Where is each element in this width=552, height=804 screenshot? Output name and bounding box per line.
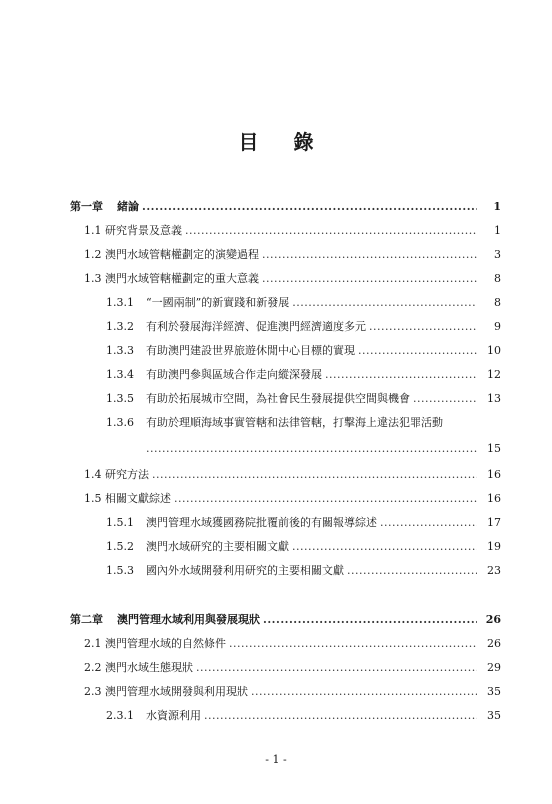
entry-number: 1.3.4: [106, 368, 134, 381]
entry-page: 16: [487, 468, 501, 481]
toc-entry[interactable]: [0, 199, 552, 215]
entry-page: 15: [487, 442, 501, 455]
entry-title: 有助於理順海域事實管轄和法律管轄，打擊海上違法犯罪活動: [146, 416, 443, 429]
entry-number: 1.1: [84, 224, 102, 237]
entry-title: 相關文獻綜述: [105, 492, 171, 505]
entry-number: 1.4: [84, 468, 102, 481]
entry-number: 2.2: [84, 661, 102, 674]
entry-title: 研究背景及意義: [105, 224, 182, 237]
entry-page: 9: [494, 320, 501, 333]
entry-number: 第一章: [70, 200, 103, 213]
dot-leader: [292, 539, 477, 555]
entry-page: 19: [487, 540, 501, 553]
entry-page: 16: [487, 492, 501, 505]
page-title: 目 錄: [238, 130, 328, 154]
entry-title: 水資源利用: [146, 709, 201, 722]
toc-entry[interactable]: [0, 636, 552, 652]
entry-title: 有助澳門參與區域合作走向縱深發展: [146, 368, 322, 381]
entry-number: 2.3.1: [106, 709, 134, 722]
entry-page: 17: [487, 516, 501, 529]
entry-number: 1.5.1: [106, 516, 134, 529]
entry-title: 有利於發展海洋經濟、促進澳門經濟適度多元: [146, 320, 366, 333]
entry-title: 緒論: [117, 200, 139, 213]
entry-title: 澳門管理水域的自然條件: [105, 637, 226, 650]
entry-number: 1.3: [84, 272, 102, 285]
toc-entry[interactable]: [0, 223, 552, 239]
dot-leader: [369, 319, 477, 335]
dot-leader: [262, 247, 477, 263]
entry-number: 2.3: [84, 685, 102, 698]
dot-leader: [152, 467, 477, 483]
entry-page: 3: [494, 248, 501, 261]
entry-page: 26: [487, 637, 501, 650]
dot-leader: [174, 491, 477, 507]
entry-page: 26: [485, 613, 501, 626]
toc-entry[interactable]: [0, 467, 552, 483]
dot-leader: [263, 612, 477, 628]
entry-page: 29: [487, 661, 501, 674]
entry-title: 澳門水域研究的主要相關文獻: [146, 540, 289, 553]
entry-number: 1.5: [84, 492, 102, 505]
entry-title: 澳門管理水域開發與利用現狀: [105, 685, 248, 698]
page-number-footer: - 1 -: [265, 753, 287, 766]
entry-title: “一國兩制”的新實踐和新發展: [146, 296, 290, 309]
toc-entry[interactable]: [0, 271, 552, 287]
entry-title: 國內外水域開發利用研究的主要相關文獻: [146, 564, 344, 577]
dot-leader: [262, 271, 477, 287]
entry-page: 13: [487, 392, 501, 405]
toc-entry[interactable]: [0, 708, 552, 724]
dot-leader: [146, 441, 477, 457]
entry-number: 1.5.3: [106, 564, 134, 577]
dot-leader: [380, 515, 477, 531]
toc-entry[interactable]: [0, 612, 552, 628]
dot-leader: [413, 391, 477, 407]
toc-entry[interactable]: [0, 563, 552, 579]
toc-entry[interactable]: [0, 491, 552, 507]
entry-title: 有助於拓展城市空間，為社會民生發展提供空間與機會: [146, 392, 410, 405]
entry-page: 23: [487, 564, 501, 577]
toc-entry[interactable]: [0, 415, 552, 431]
toc-entry[interactable]: [0, 660, 552, 676]
toc-entry[interactable]: [0, 295, 552, 311]
dot-leader: [196, 660, 477, 676]
toc-entry-continuation[interactable]: [0, 441, 552, 457]
dot-leader: [292, 295, 477, 311]
entry-page: 8: [494, 272, 501, 285]
entry-number: 2.1: [84, 637, 102, 650]
dot-leader: [142, 199, 477, 215]
dot-leader: [347, 563, 477, 579]
entry-page: 8: [494, 296, 501, 309]
entry-title: 有助澳門建設世界旅遊休閒中心目標的實現: [146, 344, 355, 357]
toc-entry[interactable]: [0, 367, 552, 383]
entry-page: 35: [487, 685, 501, 698]
dot-leader: [229, 636, 477, 652]
entry-number: 第二章: [70, 613, 103, 626]
dot-leader: [185, 223, 477, 239]
dot-leader: [325, 367, 477, 383]
dot-leader: [358, 343, 477, 359]
dot-leader: [251, 684, 477, 700]
entry-number: 1.3.2: [106, 320, 134, 333]
entry-page: 1: [493, 200, 501, 213]
toc-entry[interactable]: [0, 343, 552, 359]
entry-page: 10: [487, 344, 501, 357]
entry-number: 1.2: [84, 248, 102, 261]
entry-page: 35: [487, 709, 501, 722]
entry-page: 1: [494, 224, 501, 237]
entry-page: 12: [487, 368, 501, 381]
entry-title: 澳門水域管轄權劃定的演變過程: [105, 248, 259, 261]
entry-title: 澳門水域生態現狀: [105, 661, 193, 674]
dot-leader: [204, 708, 477, 724]
toc-entry[interactable]: [0, 319, 552, 335]
entry-title: 澳門管理水域利用與發展現狀: [117, 613, 260, 626]
toc-entry[interactable]: [0, 539, 552, 555]
entry-number: 1.5.2: [106, 540, 134, 553]
toc-entry[interactable]: [0, 684, 552, 700]
entry-title: 澳門水域管轄權劃定的重大意義: [105, 272, 259, 285]
entry-title: 澳門管理水域獲國務院批覆前後的有關報導綜述: [146, 516, 377, 529]
toc-entry[interactable]: [0, 515, 552, 531]
entry-number: 1.3.5: [106, 392, 134, 405]
entry-number: 1.3.3: [106, 344, 134, 357]
toc-entry[interactable]: [0, 247, 552, 263]
entry-title: 研究方法: [105, 468, 149, 481]
entry-number: 1.3.1: [106, 296, 134, 309]
toc-entry[interactable]: [0, 391, 552, 407]
entry-number: 1.3.6: [106, 416, 134, 429]
